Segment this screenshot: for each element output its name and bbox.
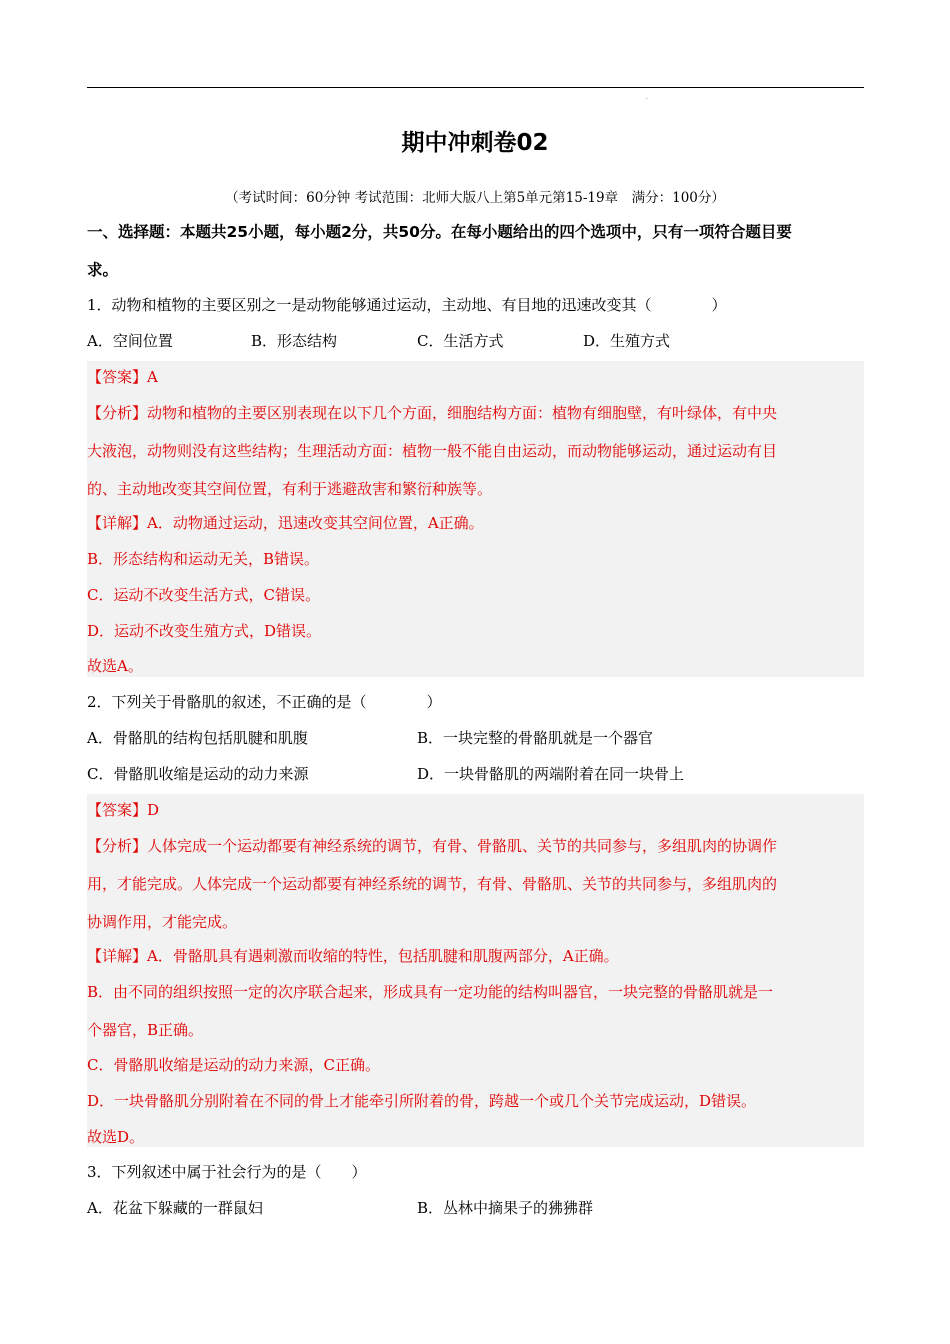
answer-tag: 【答案】 [87, 368, 148, 386]
analysis-line [87, 835, 864, 856]
question-stem: 1．动物和植物的主要区别之一是动物能够通过运动，主动地、有目地的迅速改变其（ ） [87, 296, 727, 314]
detail-text: 个器官，B正确。 [87, 1021, 204, 1039]
analysis-line [87, 402, 864, 423]
detail-text: C．运动不改变生活方式，C错误。 [87, 586, 320, 604]
analysis-tag: 【分析】 [87, 404, 148, 422]
analysis-text: 人体完成一个运动都要有神经系统的调节，有骨、骨骼肌、关节的共同参与，多组肌肉的协调作 [147, 837, 778, 855]
analysis-text: 动物和植物的主要区别表现在以下几个方面，细胞结构方面：植物有细胞壁，有叶绿体，有中央 [147, 404, 778, 422]
option-d: D．生殖方式 [583, 332, 671, 350]
detail-text: D．运动不改变生殖方式，D错误。 [87, 622, 322, 640]
detail-line [87, 945, 864, 966]
section-heading-line: 求。 [87, 261, 119, 279]
answer-value: D [147, 801, 160, 819]
exam-info: （考试时间：60分钟 考试范围：北师大版八上第5单元第15-19章 满分：100分） [225, 190, 725, 206]
option-b: B．形态结构 [251, 332, 338, 350]
option-a: A．骨骼肌的结构包括肌腱和肌腹 [87, 729, 308, 747]
detail-text: 故选D。 [87, 1128, 145, 1146]
detail-text: C．骨骼肌收缩是运动的动力来源，C正确。 [87, 1056, 380, 1074]
detail-text: A．动物通过运动，迅速改变其空间位置，A正确。 [147, 514, 484, 532]
detail-tag: 【详解】 [87, 514, 148, 532]
header-rule [87, 87, 864, 88]
answer-line [87, 366, 864, 387]
analysis-tag: 【分析】 [87, 837, 148, 855]
option-b: B．丛林中摘果子的狒狒群 [417, 1199, 594, 1217]
analysis-text: 协调作用，才能完成。 [87, 913, 238, 931]
option-b: B．一块完整的骨骼肌就是一个器官 [417, 729, 654, 747]
analysis-text: 的、主动地改变其空间位置，有利于逃避敌害和繁衍种族等。 [87, 480, 493, 498]
detail-text: B．形态结构和运动无关，B错误。 [87, 550, 320, 568]
analysis-text: 大液泡，动物则没有这些结构；生理活动方面：植物一般不能自由运动，而动物能够运动，通过运动有目 [87, 442, 778, 460]
answer-line [87, 799, 864, 820]
analysis-text: 用，才能完成。人体完成一个运动都要有神经系统的调节，有骨、骨骼肌、关节的共同参与，多组肌肉的 [87, 875, 778, 893]
question-stem: 2．下列关于骨骼肌的叙述，不正确的是（ ） [87, 693, 442, 711]
detail-text: D．一块骨骼肌分别附着在不同的骨上才能牵引所附着的骨，跨越一个或几个关节完成运动，D错误。 [87, 1092, 757, 1110]
option-d: D．一块骨骼肌的两端附着在同一块骨上 [417, 765, 685, 783]
page-title: 期中冲刺卷02 [401, 130, 549, 156]
option-a: A．空间位置 [87, 332, 173, 350]
option-c: C．生活方式 [417, 332, 504, 350]
detail-text: A．骨骼肌具有遇刺激而收缩的特性，包括肌腱和肌腹两部分，A正确。 [147, 947, 619, 965]
question-stem: 3．下列叙述中属于社会行为的是（ ） [87, 1163, 367, 1181]
section-heading [87, 213, 864, 289]
detail-text: B．由不同的组织按照一定的次序联合起来，形成具有一定功能的结构叫器官，一块完整的骨骼肌就是一 [87, 983, 774, 1001]
answer-value: A [147, 368, 158, 386]
detail-line [87, 512, 864, 533]
detail-text: 故选A。 [87, 657, 143, 675]
detail-tag: 【详解】 [87, 947, 148, 965]
option-a: A．花盆下躲藏的一群鼠妇 [87, 1199, 263, 1217]
section-heading-line: 一、选择题：本题共25小题，每小题2分，共50分。在每小题给出的四个选项中，只有一项符合题目要 [87, 223, 792, 241]
answer-tag: 【答案】 [87, 801, 148, 819]
header-dot: · [646, 96, 648, 103]
option-c: C．骨骼肌收缩是运动的动力来源 [87, 765, 309, 783]
